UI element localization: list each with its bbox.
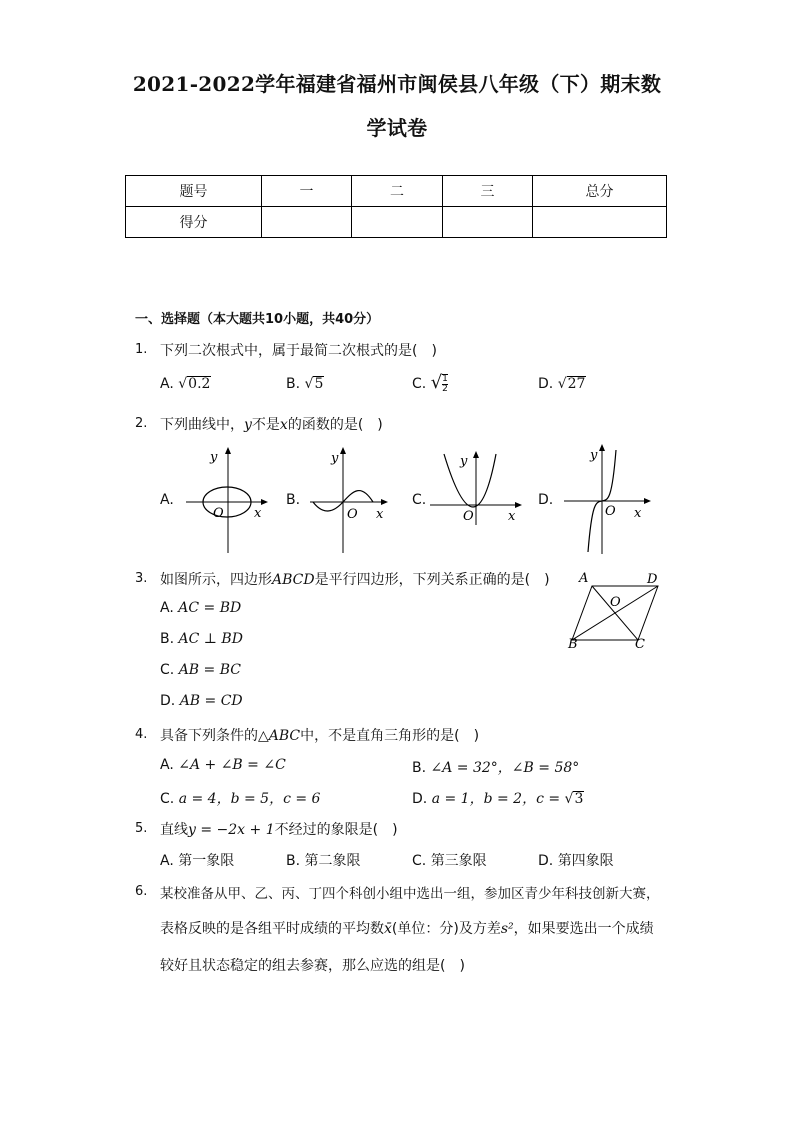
stem-text: 不是 (251, 417, 280, 433)
stem-text: 不经过的象限是( ) (274, 822, 398, 838)
option-label: D. (538, 376, 554, 392)
math-expr: AB = CD (179, 693, 243, 709)
option-label: B. (412, 760, 427, 776)
stem-text: 表格反映的是各组平时成绩的平均数 (160, 921, 384, 937)
question-number: 3. (135, 571, 148, 586)
graph-ellipse (178, 445, 273, 553)
stem-text: 具备下列条件的 (160, 728, 258, 744)
origin-label: O (347, 507, 358, 522)
option-b[interactable] (160, 631, 243, 647)
option-label: A. (160, 600, 174, 616)
question-stem (160, 725, 479, 745)
math-expr: ∠A + ∠B = ∠C (178, 757, 286, 773)
option-d[interactable] (538, 376, 586, 392)
option-text: 第一象限 (178, 853, 235, 869)
option-label: D. (160, 693, 176, 709)
option-d[interactable] (160, 693, 243, 709)
option-d[interactable]: D. (538, 492, 554, 508)
stem-text: 如图所示，四边形 (160, 572, 272, 588)
question-stem-line: 某校准备从甲、乙、丙、丁四个科创小组中选出一组，参加区青少年科技创新大赛， (160, 886, 660, 902)
vertex-label-d: D (647, 572, 658, 587)
question-stem (160, 569, 550, 589)
math-expr: ∠A = 32°，∠B = 58° (430, 760, 580, 776)
option-c[interactable] (412, 372, 448, 394)
question-stem (160, 414, 383, 434)
stem-text: 的函数的是( ) (287, 417, 383, 433)
math-expr: a = 1，b = 2，c = (431, 791, 565, 807)
option-d[interactable] (538, 850, 614, 870)
fraction (442, 374, 448, 394)
option-label: C. (160, 791, 175, 807)
sqrt-icon: √ (304, 376, 314, 392)
arrow-icon (261, 499, 268, 505)
radicand: 27 (567, 376, 586, 392)
vertex-label-c: C (635, 637, 645, 652)
table-cell-empty[interactable] (443, 207, 533, 238)
fraction-denominator: 2 (442, 384, 448, 394)
sqrt-icon: √ (557, 376, 567, 392)
axis-label-y: y (331, 451, 339, 466)
origin-label: O (605, 504, 616, 519)
radicand: 0.2 (188, 376, 211, 392)
option-a[interactable] (160, 757, 286, 773)
option-b[interactable]: B. (286, 492, 301, 508)
section-heading: 一、选择题（本大题共10小题，共40分） (135, 312, 380, 327)
option-label: A. (160, 853, 174, 869)
option-label: B. (160, 631, 175, 647)
question-stem-line (160, 918, 654, 938)
sqrt-icon: √ (178, 376, 188, 392)
option-text: 第三象限 (430, 853, 487, 869)
axis-label-y: y (460, 454, 468, 469)
math-var: y (244, 417, 252, 433)
axis-label-y: y (590, 448, 598, 463)
radicand: 5 (314, 376, 324, 392)
option-d[interactable] (412, 788, 584, 808)
sqrt-icon: √ (564, 791, 574, 807)
math-expr: AC = BD (178, 600, 242, 616)
axis-label-x: x (376, 507, 384, 522)
radicand: 3 (574, 791, 584, 807)
stem-text: ，如果要选出一个成绩 (513, 921, 654, 937)
center-label-o: O (610, 595, 621, 610)
score-table (125, 175, 667, 238)
option-label: A. (160, 376, 174, 392)
fraction-numerator: 1 (442, 374, 448, 384)
option-label: C. (412, 853, 427, 869)
axis-label-x: x (508, 509, 516, 524)
math-expr: △ABC (258, 728, 301, 744)
arrow-icon (644, 498, 651, 504)
stem-text: 中，不是直角三角形的是( ) (300, 728, 480, 744)
graph-wave (305, 445, 395, 553)
question-stem: 下列二次根式中，属于最简二次根式的是( ) (160, 343, 437, 359)
graph-cubic (558, 442, 653, 554)
math-var: x̄ (384, 921, 392, 937)
arrow-icon (599, 444, 605, 451)
option-label: B. (286, 376, 301, 392)
question-stem-line: 较好且状态稳定的组去参赛，那么应选的组是( ) (160, 958, 465, 974)
option-c[interactable] (160, 788, 320, 808)
option-b[interactable] (286, 376, 324, 392)
vertex-label-a: A (579, 571, 589, 586)
stem-text: 下列曲线中， (160, 417, 244, 433)
page-title: 2021-2022学年福建省福州市闽侯县八年级（下）期末数 (132, 72, 662, 96)
math-expr: AB = BC (178, 662, 241, 678)
option-a[interactable] (160, 600, 241, 616)
question-number: 1. (135, 342, 148, 357)
table-header-cell: 一 (262, 176, 352, 207)
option-text: 第二象限 (304, 853, 361, 869)
question-number: 2. (135, 416, 148, 431)
table-cell-empty[interactable] (262, 207, 352, 238)
math-var: s² (500, 921, 514, 937)
axis-label-y: y (210, 450, 218, 465)
arrow-icon (381, 499, 388, 505)
option-a[interactable] (160, 376, 211, 392)
question-number: 5. (135, 821, 148, 836)
question-number: 4. (135, 727, 148, 742)
option-b[interactable] (412, 757, 579, 777)
option-label: C. (160, 662, 175, 678)
table-row-label: 得分 (126, 207, 262, 238)
math-expr: AC ⊥ BD (178, 631, 243, 647)
origin-label: O (463, 509, 474, 524)
option-c[interactable] (412, 850, 487, 870)
origin-label: O (213, 506, 224, 521)
option-c[interactable]: C. (412, 492, 427, 508)
question-stem (160, 819, 398, 839)
option-a[interactable]: A. (160, 492, 174, 508)
option-label: D. (538, 853, 554, 869)
graph-parabola (430, 450, 525, 525)
question-number: 6. (135, 884, 148, 899)
page-title-continued: 学试卷 (366, 116, 428, 140)
axis-label-x: x (254, 506, 262, 521)
stem-text: 直线 (160, 822, 188, 838)
table-header-cell: 二 (352, 176, 443, 207)
table-row (126, 207, 667, 238)
table-cell-empty[interactable] (533, 207, 667, 238)
math-var: x (279, 417, 288, 433)
option-label: D. (412, 791, 428, 807)
math-expr: ABCD (272, 572, 315, 588)
option-c[interactable] (160, 662, 241, 678)
axis-label-x: x (634, 506, 642, 521)
option-a[interactable] (160, 850, 234, 870)
parallelogram-figure (562, 568, 672, 654)
math-expr: a = 4，b = 5，c = 6 (178, 791, 321, 807)
arrow-icon (340, 447, 346, 454)
arrow-icon (473, 451, 479, 458)
arrow-icon (515, 502, 522, 508)
option-label: C. (412, 376, 427, 392)
option-b[interactable] (286, 850, 361, 870)
vertex-label-b: B (568, 637, 578, 652)
table-header-cell: 题号 (126, 176, 262, 207)
option-label: A. (160, 757, 174, 773)
option-label: B. (286, 853, 301, 869)
sqrt-icon: √ (430, 372, 443, 393)
math-expr: y = −2x + 1 (188, 822, 275, 838)
parabola-curve (444, 454, 496, 507)
option-text: 第四象限 (557, 853, 614, 869)
table-row (126, 176, 667, 207)
table-header-cell: 总分 (533, 176, 667, 207)
stem-text: 是平行四边形，下列关系正确的是( ) (314, 572, 550, 588)
table-cell-empty[interactable] (352, 207, 443, 238)
table-header-cell: 三 (443, 176, 533, 207)
stem-text: (单位：分)及方差 (391, 921, 501, 937)
arrow-icon (225, 447, 231, 454)
